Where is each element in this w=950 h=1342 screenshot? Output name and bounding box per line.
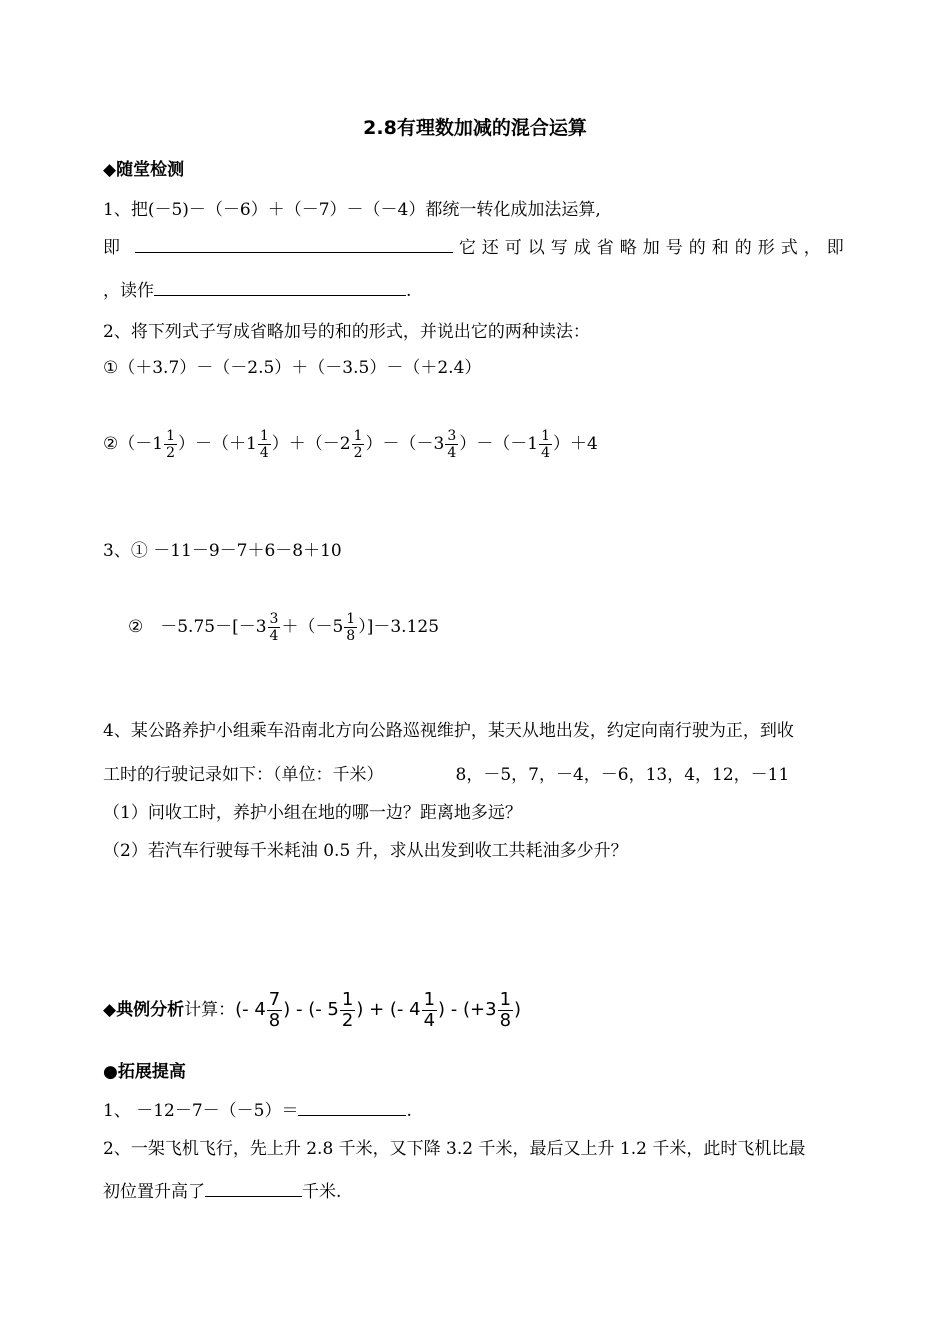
e1-suffix: . xyxy=(406,1101,412,1121)
example-part: (- 4 xyxy=(235,999,266,1020)
fraction-numerator: 1 xyxy=(541,428,550,444)
q2-item2-part: ）＋（－2 xyxy=(271,434,351,454)
q1-line3-suffix: . xyxy=(406,281,412,301)
q2-item2-part: ②（－1 xyxy=(103,434,164,454)
q1-answer-blank-1[interactable] xyxy=(135,234,453,253)
fraction xyxy=(258,428,271,461)
page-title: 2.8有理数加减的混合运算 xyxy=(363,117,587,139)
fraction-numerator: 3 xyxy=(447,428,457,444)
section-heading-example: ◆典例分析 xyxy=(103,1000,185,1020)
q2-item2-part: ）－（＋1 xyxy=(177,434,257,454)
fraction xyxy=(268,611,281,644)
fraction-numerator: 1 xyxy=(423,989,436,1010)
example-part: ) - (- 5 xyxy=(283,999,339,1020)
fraction-denominator: 8 xyxy=(268,1010,281,1031)
fraction-denominator: 2 xyxy=(341,1010,354,1031)
example-part: ) - (+3 xyxy=(438,999,497,1020)
fraction-denominator: 4 xyxy=(269,628,279,644)
q4-line1: 4、某公路养护小组乘车沿南北方向公路巡视维护，某天从地出发，约定向南行驶为正，到收 xyxy=(103,721,794,741)
fraction-numerator: 1 xyxy=(346,611,356,627)
q3-item2-part: ）]－3.125 xyxy=(358,617,440,637)
example-line xyxy=(103,990,521,1031)
fraction-denominator: 4 xyxy=(541,445,550,461)
q3-item1: 3、① －11－9－7＋6－8＋10 xyxy=(103,541,342,561)
q3-item2 xyxy=(128,611,439,644)
example-prefix: 计算： xyxy=(184,1000,236,1020)
fraction-denominator: 4 xyxy=(423,1010,436,1031)
fraction-numerator: 1 xyxy=(259,428,269,444)
q1-line3-prefix: ，读作 xyxy=(103,281,154,301)
e1-prefix: 1、 －12－7－（－5）＝ xyxy=(103,1101,299,1121)
e2-line2-suffix: 千米. xyxy=(302,1182,342,1202)
fraction xyxy=(352,428,365,461)
q1-line2 xyxy=(103,233,848,258)
q1-line1: 1、把(－5)－（－6）＋（－7）－（－4）都统一转化成加法运算, xyxy=(103,200,601,220)
fraction xyxy=(164,428,177,461)
q3-item2-part: ② －5.75－[－3 xyxy=(128,617,267,637)
fraction xyxy=(340,990,355,1031)
q4-line2-units: 工时的行驶记录如下：（单位：千米） xyxy=(103,765,384,785)
fraction-denominator: 8 xyxy=(499,1010,512,1031)
q2-item2-part: ）－（－1 xyxy=(459,434,539,454)
q1-line2-suffix: 它还可以写成省略加号的和的形式，即 xyxy=(458,238,850,258)
fraction-denominator: 2 xyxy=(166,445,175,461)
q4-sub2: （2）若汽车行驶每千米耗油 0.5 升，求从出发到收工共耗油多少升？ xyxy=(103,841,628,861)
q1-answer-blank-2[interactable] xyxy=(154,277,406,296)
fraction xyxy=(445,428,458,461)
fraction xyxy=(539,428,552,461)
q2-intro: 2、将下列式子写成省略加号的和的形式，并说出它的两种读法： xyxy=(103,322,590,342)
q2-item2-part: ）－（－3 xyxy=(365,434,445,454)
fraction-numerator: 7 xyxy=(268,989,281,1010)
e2-line2 xyxy=(103,1177,341,1202)
q2-item1: ①（＋3.7）－（－2.5）＋（－3.5）－（＋2.4） xyxy=(103,358,482,378)
q4-sub1: （1）问收工时，养护小组在地的哪一边？距离地多远？ xyxy=(103,803,522,823)
fraction-denominator: 4 xyxy=(447,445,457,461)
example-part: ) xyxy=(514,999,522,1020)
e2-line2-prefix: 初位置升高了 xyxy=(103,1182,205,1202)
fraction-numerator: 1 xyxy=(341,989,354,1010)
section-heading-extension: ●拓展提高 xyxy=(103,1062,186,1082)
e1-line xyxy=(103,1096,412,1121)
fraction-numerator: 1 xyxy=(499,989,512,1010)
example-part: ) + (- 4 xyxy=(356,999,421,1020)
q2-item2-part: ）＋4 xyxy=(552,434,598,454)
fraction-denominator: 2 xyxy=(353,445,363,461)
fraction-denominator: 4 xyxy=(259,445,269,461)
e2-line1: 2、一架飞机飞行，先上升 2.8 千米，又下降 3.2 千米，最后又上升 1.2 千米，此时飞机比最 xyxy=(103,1139,806,1159)
fraction xyxy=(267,990,282,1031)
e2-answer-blank[interactable] xyxy=(205,1178,302,1197)
section-heading-practice: ◆随堂检测 xyxy=(103,160,185,180)
q2-item2 xyxy=(103,428,598,461)
q1-line3 xyxy=(103,276,411,301)
e1-answer-blank[interactable] xyxy=(298,1097,406,1116)
q1-line2-prefix: 即 xyxy=(103,238,120,258)
q3-item2-part: ＋（－5 xyxy=(281,617,344,637)
fraction xyxy=(344,611,357,644)
fraction-numerator: 3 xyxy=(269,611,279,627)
fraction-denominator: 8 xyxy=(346,628,356,644)
fraction xyxy=(422,990,437,1031)
fraction xyxy=(498,990,513,1031)
fraction-numerator: 1 xyxy=(353,428,363,444)
fraction-numerator: 1 xyxy=(166,428,175,444)
q4-driving-record: 8，－5，7，－4，－6，13，4，12，－11 xyxy=(455,765,790,785)
q4-line2 xyxy=(103,760,789,785)
